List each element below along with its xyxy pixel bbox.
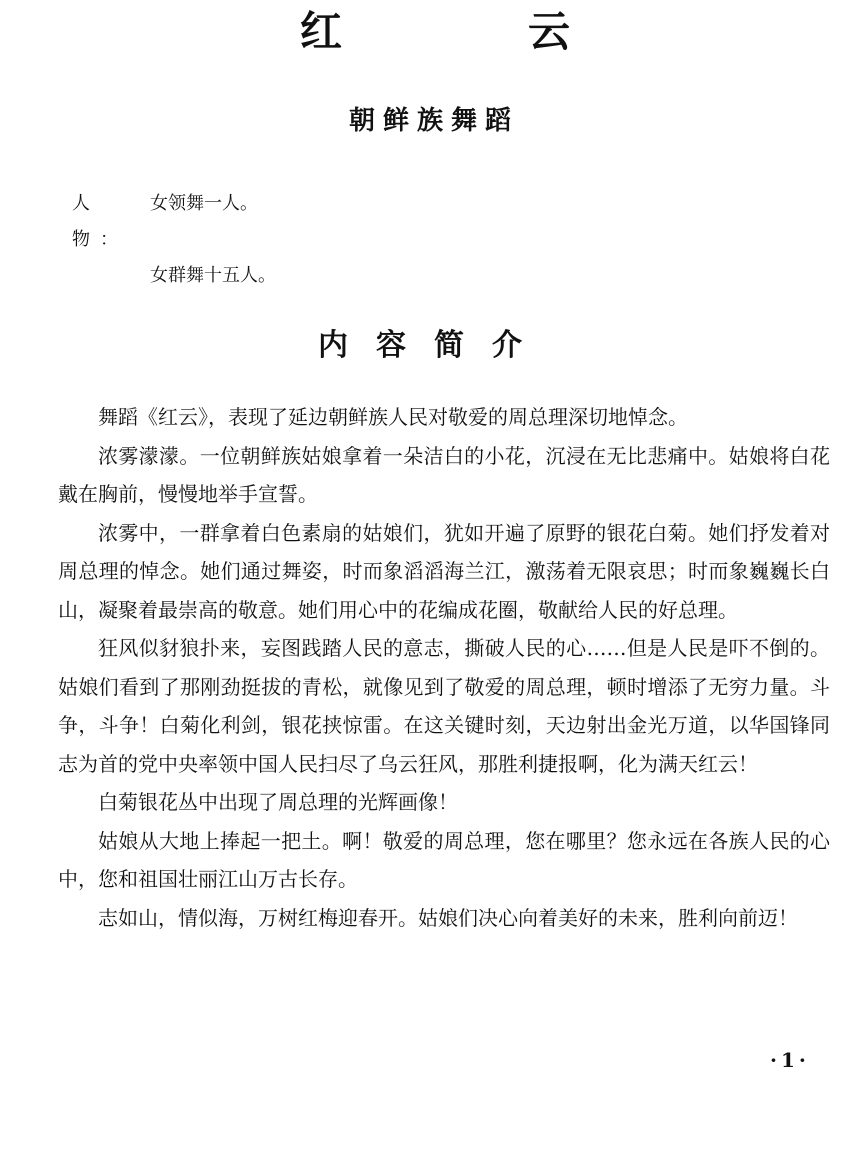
subtitle: 朝鲜族舞蹈 — [348, 106, 519, 136]
paragraph: 舞蹈《红云》，表现了延边朝鲜族人民对敬爱的周总理深切地悼念。 — [98, 405, 688, 429]
title-char: 红 — [300, 7, 343, 56]
paragraph: 浓雾濛濛。一位朝鲜族姑娘拿着一朵洁白的小花，沉浸在无比悲痛中。姑娘将白花戴在胸前，慢慢地举手宣誓。 — [58, 443, 830, 506]
paragraph: 白菊银花丛中出现了周总理的光辉画像！ — [98, 790, 458, 814]
page-number: ·1· — [770, 1048, 810, 1072]
paragraph: 浓雾中，一群拿着白色素扇的姑娘们，犹如开遍了原野的银花白菊。她们抒发着对周总理的悼念。她们通过舞姿，时而象滔滔海兰江，激荡着无限哀思；时而象巍巍长白山，凝聚着最崇高的敬意。她们用心中的花编成花圈，敬献给人民的好总理。 — [58, 520, 830, 622]
cast-line: 女领舞一人。 — [150, 193, 258, 214]
title-char: 云 — [527, 7, 570, 56]
section-title: 内容简介 — [318, 328, 550, 363]
cast-list — [72, 186, 276, 294]
paragraph: 姑娘从大地上捧起一把土。啊！敬爱的周总理，您在哪里？您永远在各族人民的心中，您和祖国壮丽江山万古长存。 — [58, 828, 830, 891]
cast-row — [72, 186, 276, 258]
synopsis-body — [58, 398, 830, 937]
paragraph: 志如山，情似海，万树红梅迎春开。姑娘们决心向着美好的未来，胜利向前迈！ — [98, 905, 798, 930]
page-title — [300, 6, 570, 58]
cast-line: 女群舞十五人。 — [150, 265, 276, 286]
paragraph: 狂风似豺狼扑来，妄图践踏人民的意志，撕破人民的心……但是人民是吓不倒的。姑娘们看到了那刚劲挺拔的青松，就像见到了敬爱的周总理，顿时增添了无穷力量。斗争，斗争！白菊化利剑，银花挟惊雷。在这关键时刻，天边射出金光万道，以华国锋同志为首的党中央率领中国人民扫尽了乌云狂风，那胜利捷报啊，化为满天红云！ — [58, 636, 830, 776]
cast-label: 人 物： — [72, 193, 128, 250]
